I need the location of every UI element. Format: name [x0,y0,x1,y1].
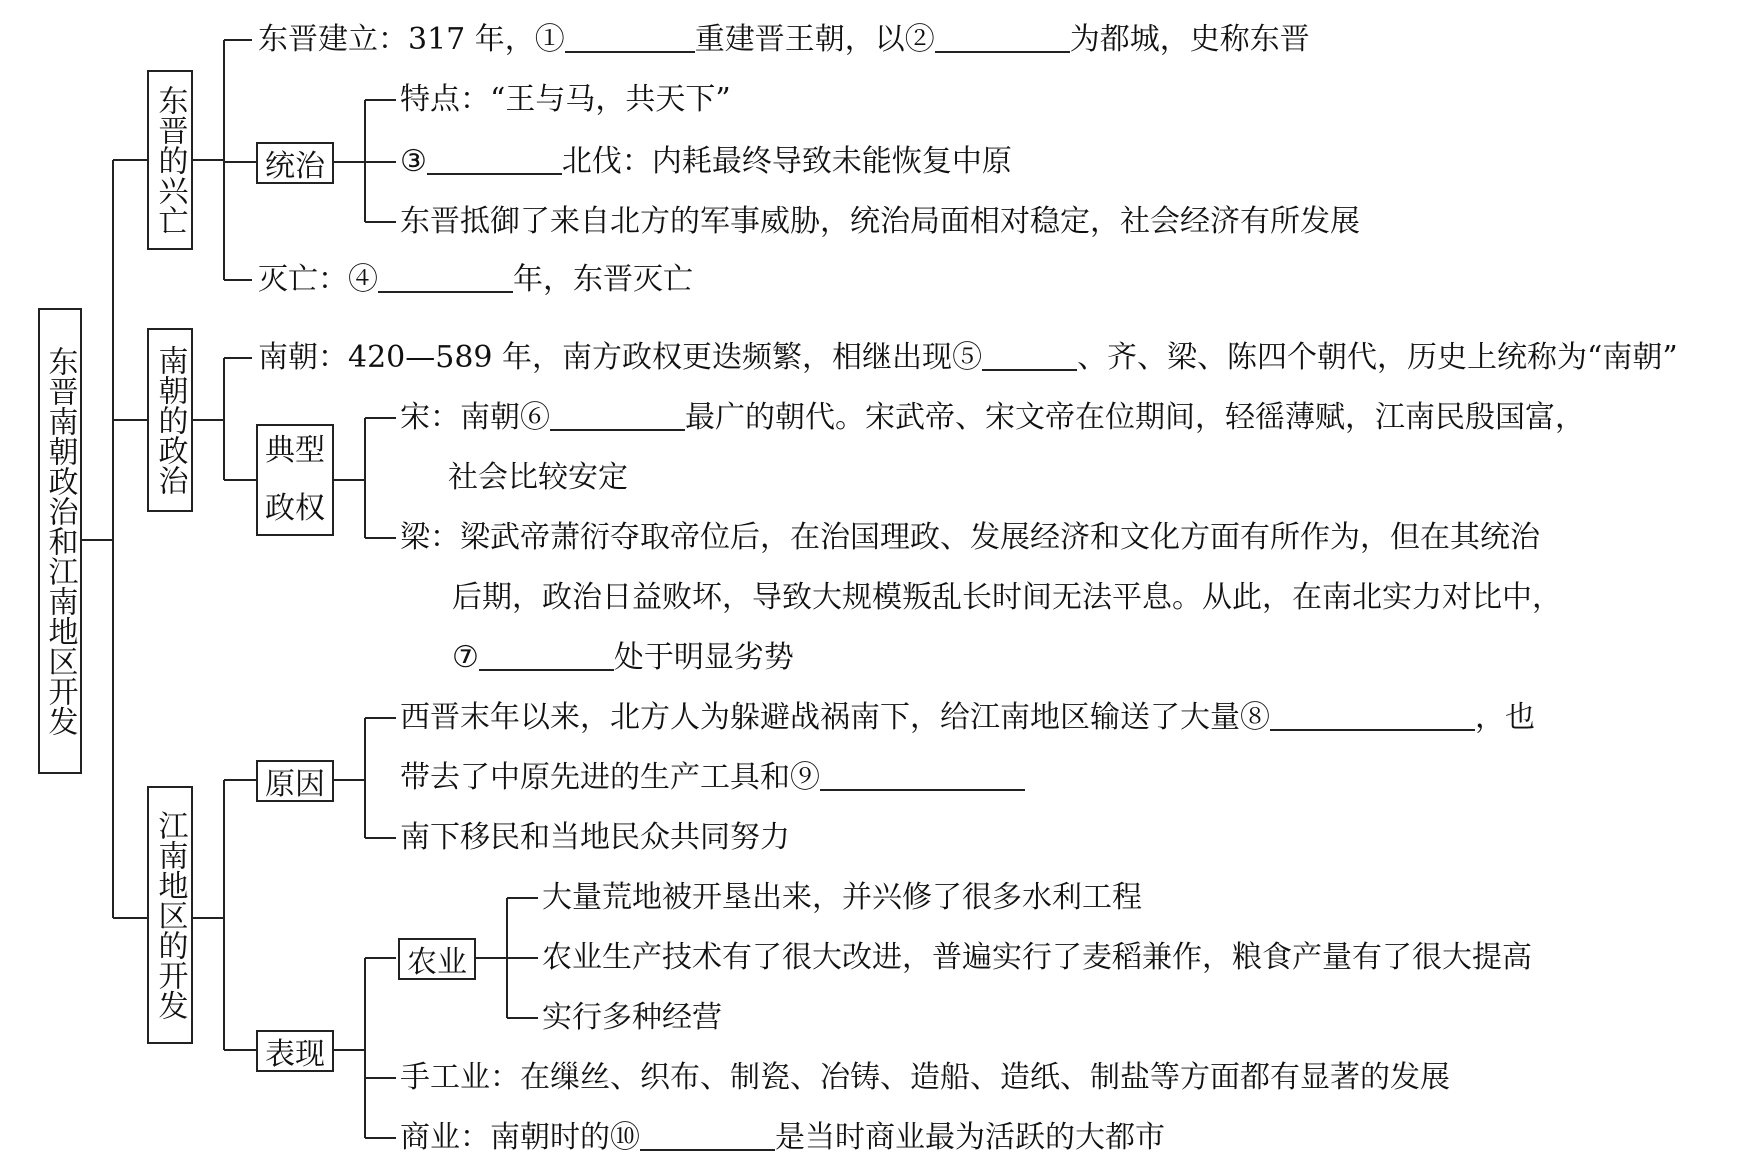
agriculture-item: 大量荒地被开垦出来，并兴修了很多水利工程 [542,880,1142,915]
song-dynasty-line1: 宋：南朝⑥ 最广的朝代。宋武帝、宋文帝在位期间，轻徭薄赋，江南民殷国富， [400,400,1585,435]
marker-4: ④ [348,262,378,297]
blank-6[interactable] [550,399,685,431]
blank-5[interactable] [982,339,1077,371]
blank-2[interactable] [935,21,1070,53]
reasons-line1: 西晋末年以来，北方人为躲避战祸南下，给江南地区输送了大量⑧ ，也 [400,700,1535,735]
reasons-box: 原因 [256,760,334,802]
agriculture-item: 实行多种经营 [542,1000,722,1035]
branch-jiangnan-development-box [147,786,193,1044]
marker-3: ③ [400,144,427,179]
agriculture-box: 农业 [398,938,476,980]
branch-rise-fall-box [147,70,193,250]
branch-southern-politics-label: 南朝的政治 [152,345,188,495]
song-dynasty-line2: 社会比较安定 [448,460,628,495]
reasons-line3: 南下移民和当地民众共同努力 [400,820,790,855]
rule-stability: 东晋抵御了来自北方的军事威胁，统治局面相对稳定，社会经济有所发展 [400,204,1360,239]
blank-8[interactable] [1270,699,1475,731]
rule-box: 统治 [256,142,334,184]
agriculture-item: 农业生产技术有了很大改进，普遍实行了麦稻兼作，粮食产量有了很大提高 [542,940,1532,975]
liang-dynasty-line3: ⑦ 处于明显劣势 [452,640,794,675]
marker-2: ② [904,22,935,57]
reasons-line2: 带去了中原先进的生产工具和⑨ [400,758,1025,798]
root-topic-box [38,308,82,774]
handicraft-line: 手工业：在缫丝、织布、制瓷、冶铸、造船、造纸、制盐等方面都有显著的发展 [400,1060,1450,1095]
marker-5: ⑤ [952,340,983,375]
marker-6: ⑥ [520,400,550,435]
southern-dynasties-intro: 南朝：420—589 年，南方政权更迭频繁，相继出现⑤ 、齐、梁、陈四个朝代，历史上统称为“南朝” [258,340,1678,375]
blank-10[interactable] [640,1119,775,1151]
blank-7[interactable] [479,639,614,671]
root-topic-label: 东晋南朝政治和江南地区开发 [42,346,78,736]
branch-rise-fall-label: 东晋的兴亡 [152,85,188,235]
blank-4[interactable] [378,261,513,293]
liang-dynasty-line1: 梁：梁武帝萧衍夺取帝位后，在治国理政、发展经济和文化方面有所作为，但在其统治 [400,520,1540,555]
blank-3[interactable] [427,143,562,175]
marker-9: ⑨ [790,760,820,795]
marker-10: ⑩ [610,1120,640,1155]
rule-north-expedition: ③ 北伐：内耗最终导致未能恢复中原 [400,144,1012,179]
rule-feature: 特点：“王与马，共天下” [400,82,731,117]
founding-line: 东晋建立：317 年，① 重建晋王朝，以② 为都城，史称东晋 [258,22,1310,57]
fall-line: 灭亡：④ 年，东晋灭亡 [258,262,693,297]
blank-1[interactable] [565,21,695,53]
marker-8: ⑧ [1240,700,1270,735]
blank-9[interactable] [820,759,1025,791]
performance-box: 表现 [256,1030,334,1072]
branch-southern-politics-box [147,328,193,512]
branch-jiangnan-development-label: 江南地区的开发 [152,810,188,1020]
liang-dynasty-line2: 后期，政治日益败坏，导致大规模叛乱长时间无法平息。从此，在南北实力对比中， [452,580,1562,615]
marker-1: ① [534,22,565,57]
typical-regime-box: 典型 政权 [256,424,334,536]
commerce-line: 商业：南朝时的⑩ 是当时商业最为活跃的大都市 [400,1120,1165,1155]
marker-7: ⑦ [452,640,479,675]
